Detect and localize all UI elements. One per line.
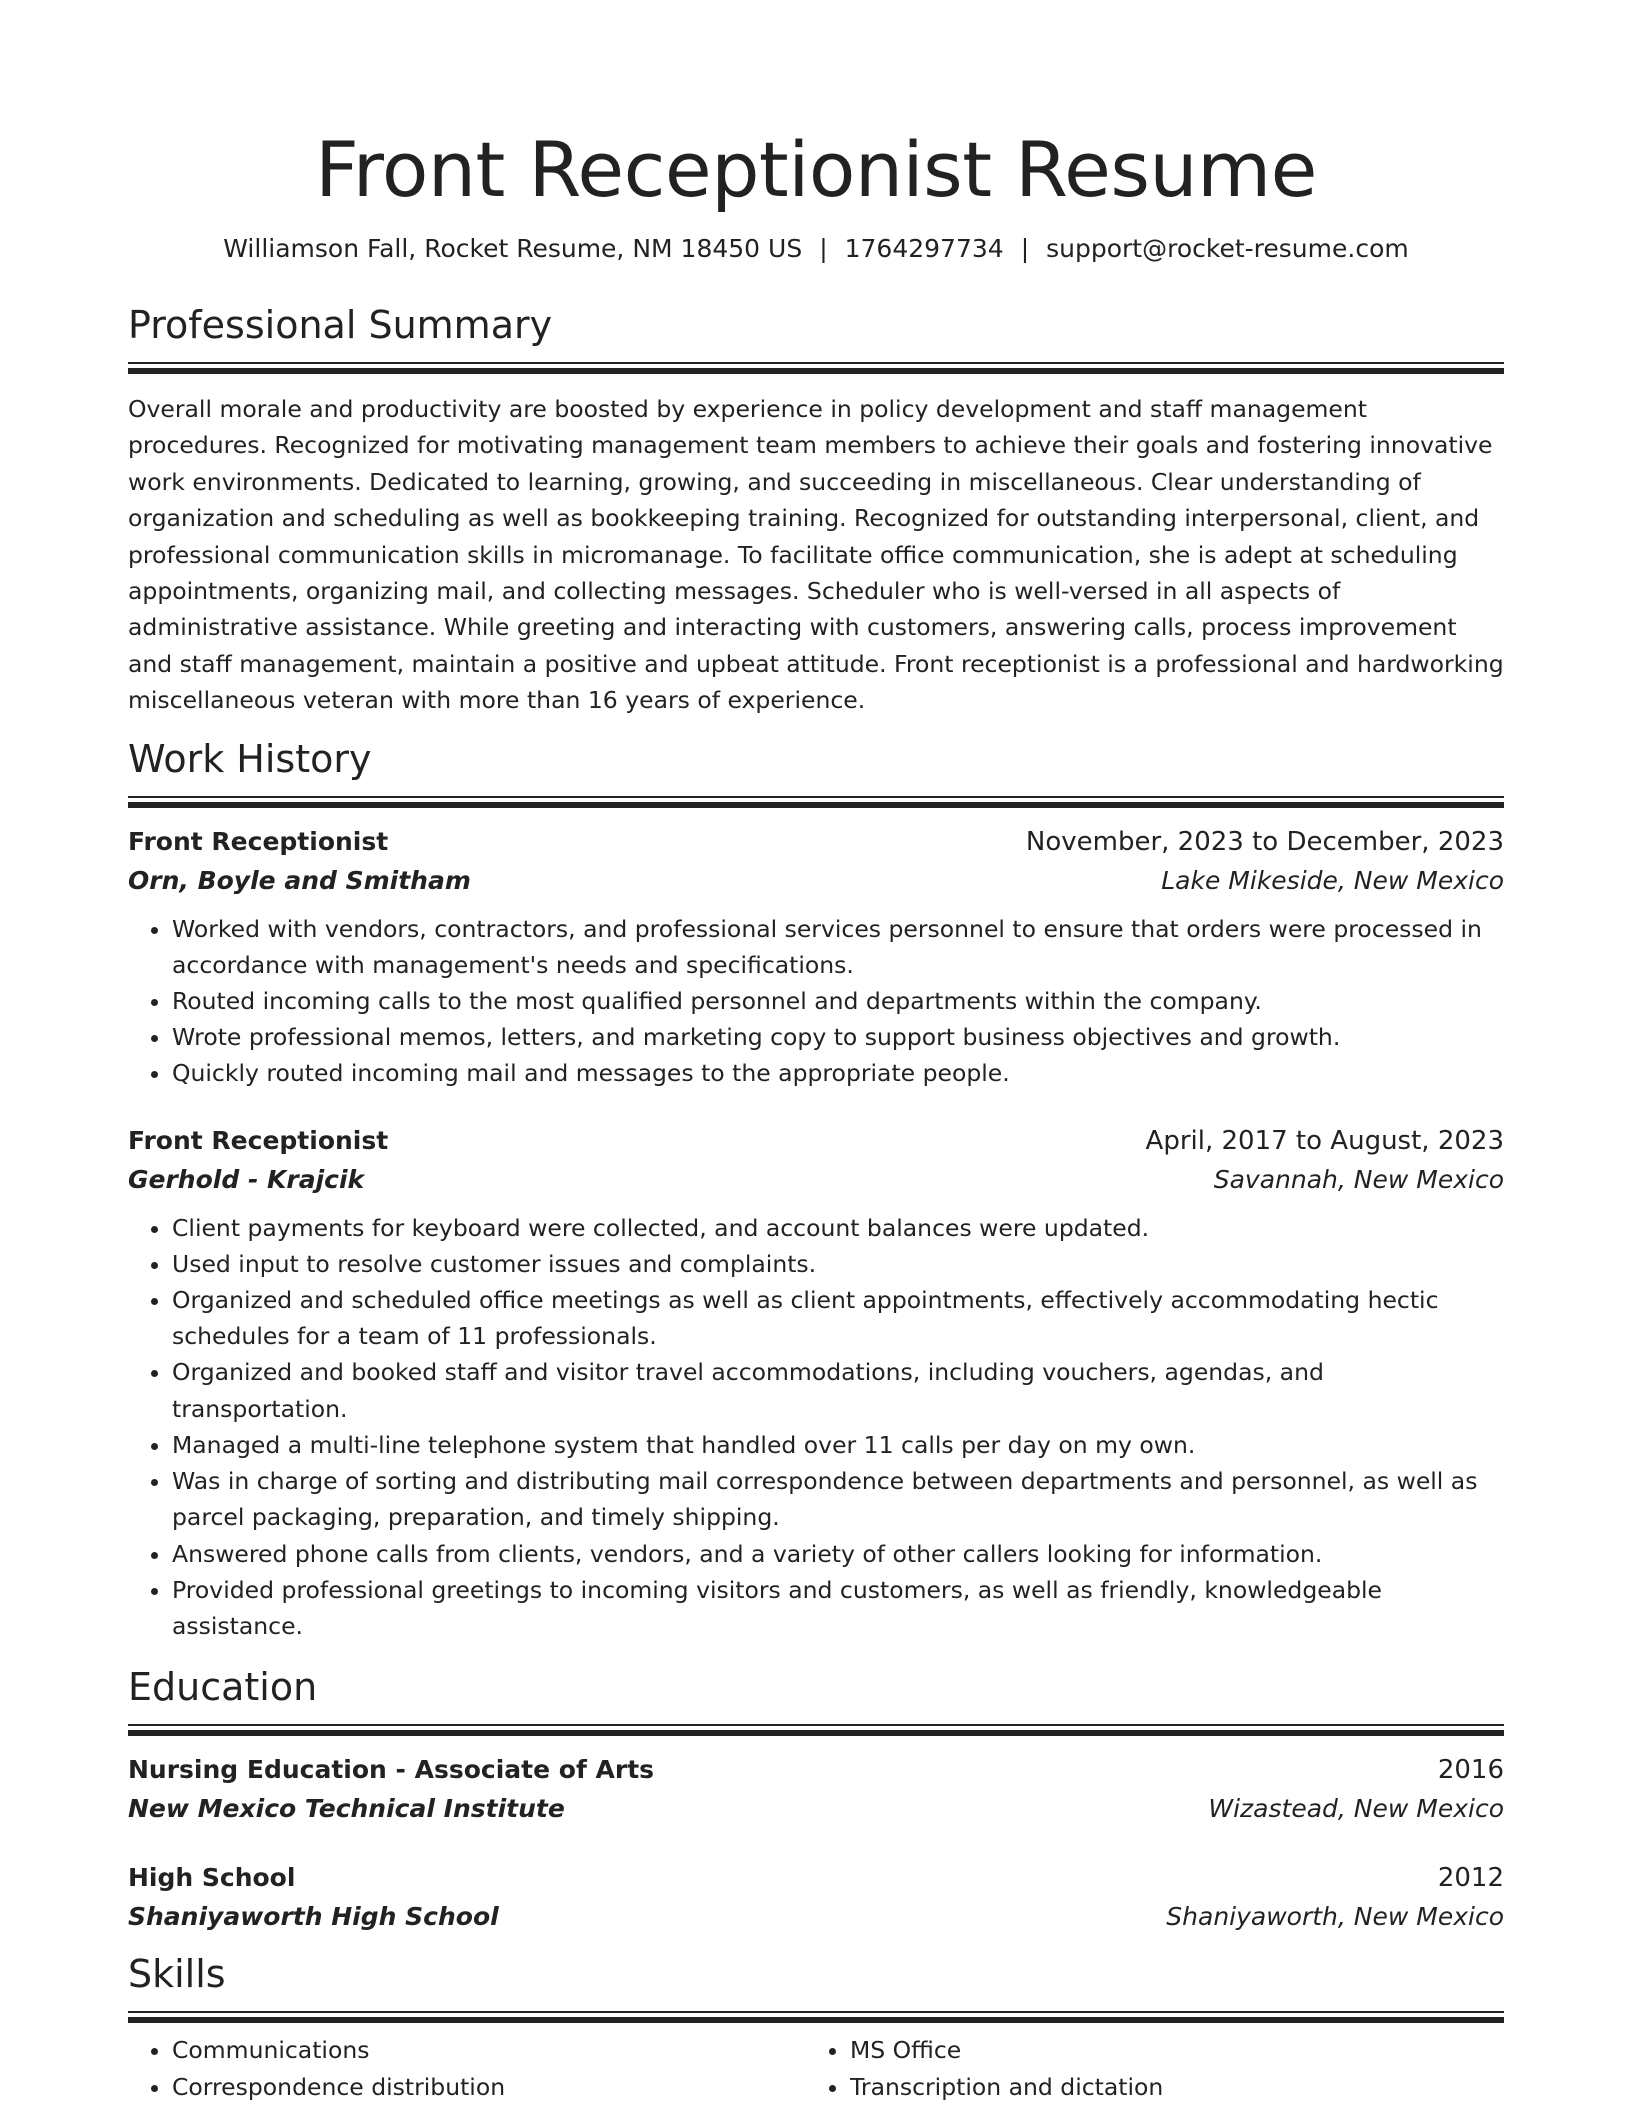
skill-item: • MS Office (850, 2032, 1484, 2068)
summary-heading: Professional Summary (128, 303, 553, 347)
skills-column-right (806, 2032, 1484, 2105)
section-divider (128, 2011, 1504, 2022)
bullet-item: • Wrote professional memos, letters, and marketing copy to support business objectives and growth. (172, 1019, 1504, 1055)
bullet-item: • Used input to resolve customer issues and complaints. (172, 1246, 1504, 1282)
contact-email: support@rocket-resume.com (1046, 234, 1409, 263)
section-divider (128, 362, 1504, 373)
graduation-year: 2016 (1437, 1755, 1504, 1786)
education-entry (128, 1859, 1504, 1937)
contact-separator: | (819, 234, 828, 263)
bullet-item: • Quickly routed incoming mail and messages to the appropriate people. (172, 1055, 1504, 1091)
summary-section (128, 300, 1504, 719)
degree-name: Nursing Education - Associate of Arts (128, 1755, 655, 1785)
bullet-item: • Organized and booked staff and visitor travel accommodations, including vouchers, agendas, and transportation. (172, 1354, 1504, 1426)
school-location: Wizastead, New Mexico (1208, 1794, 1504, 1824)
bullet-item: • Provided professional greetings to incoming visitors and customers, as well as friendly, knowledgeable assistance. (172, 1572, 1504, 1644)
education-heading: Education (128, 1665, 318, 1710)
contact-phone: 1764297734 (844, 234, 1004, 263)
bullet-item: • Client payments for keyboard were collected, and account balances were updated. (172, 1210, 1504, 1246)
graduation-year: 2012 (1437, 1863, 1504, 1894)
section-divider (128, 796, 1504, 807)
bullet-item: • Answered phone calls from clients, vendors, and a variety of other callers looking for information. (172, 1536, 1504, 1572)
resume-title: Front Receptionist Resume (315, 125, 1317, 214)
company-name: Gerhold - Krajcik (128, 1164, 365, 1194)
bullet-item: • Was in charge of sorting and distributing mail correspondence between departments and personnel, as well as parcel packaging, preparation, and timely shipping. (172, 1463, 1504, 1535)
school-location: Shaniyaworth, New Mexico (1166, 1902, 1504, 1932)
job-location: Savannah, New Mexico (1213, 1164, 1504, 1194)
work-history-section (128, 734, 1504, 1644)
skill-item: • Communications (172, 2032, 806, 2068)
skill-item: • Transcription and dictation (850, 2069, 1484, 2105)
job-bullets (128, 1210, 1504, 1644)
education-entry (128, 1751, 1504, 1829)
skills-column-left (128, 2032, 806, 2105)
bullet-item: • Worked with vendors, contractors, and professional services personnel to ensure that orders were processed in accordance with management's needs and specifications. (172, 911, 1504, 983)
job-bullets (128, 911, 1504, 1092)
job-dates: November, 2023 to December, 2023 (1025, 826, 1504, 857)
section-divider (128, 1724, 1504, 1735)
contact-separator: | (1020, 234, 1030, 263)
job-location: Lake Mikeside, New Mexico (1161, 865, 1504, 895)
job-entry (128, 823, 1504, 1092)
skill-item: • Correspondence distribution (172, 2069, 806, 2105)
school-name: Shaniyaworth High School (128, 1902, 499, 1932)
job-title: Front Receptionist (128, 826, 389, 856)
job-dates: April, 2017 to August, 2023 (1145, 1125, 1504, 1156)
education-section (128, 1662, 1504, 1937)
skills-section (128, 1949, 1504, 2105)
bullet-item: • Managed a multi-line telephone system that handled over 11 calls per day on my own. (172, 1427, 1504, 1463)
job-title: Front Receptionist (128, 1125, 389, 1155)
resume-page (128, 0, 1504, 2105)
contact-address: Williamson Fall, Rocket Resume, NM 18450 US (223, 234, 803, 263)
company-name: Orn, Boyle and Smitham (128, 865, 471, 895)
bullet-item: • Organized and scheduled office meetings as well as client appointments, effectively accommodating hectic schedules for a team of 11 professionals. (172, 1282, 1504, 1354)
school-name: New Mexico Technical Institute (128, 1794, 565, 1824)
skills-heading: Skills (128, 1952, 226, 1997)
skills-grid (128, 2032, 1504, 2105)
contact-line (128, 231, 1504, 267)
work-history-heading: Work History (128, 736, 372, 781)
bullet-item: • Routed incoming calls to the most qualified personnel and departments within the company. (172, 983, 1504, 1019)
job-entry (128, 1122, 1504, 1644)
degree-name: High School (128, 1863, 296, 1893)
summary-text: Overall morale and productivity are boosted by experience in policy development and staff management procedures. Recognized for motivating management team members to achieve their goals and fostering innovative work environments. Dedicated to learning, growing, and succeeding in miscellaneous. Clear understanding of organization and scheduling as well as bookkeeping training. Recognized for outstanding interpersonal, client, and professional communication skills in micromanage. To facilitate office communication, she is adept at scheduling appointments, organizing mail, and collecting messages. Scheduler who is well-versed in all aspects of administrative assistance. While greeting and interacting with customers, answering calls, process improvement and staff management, maintain a positive and upbeat attitude. Front receptionist is a professional and hardworking miscellaneous veteran with more than 16 years of experience. (128, 395, 1504, 715)
